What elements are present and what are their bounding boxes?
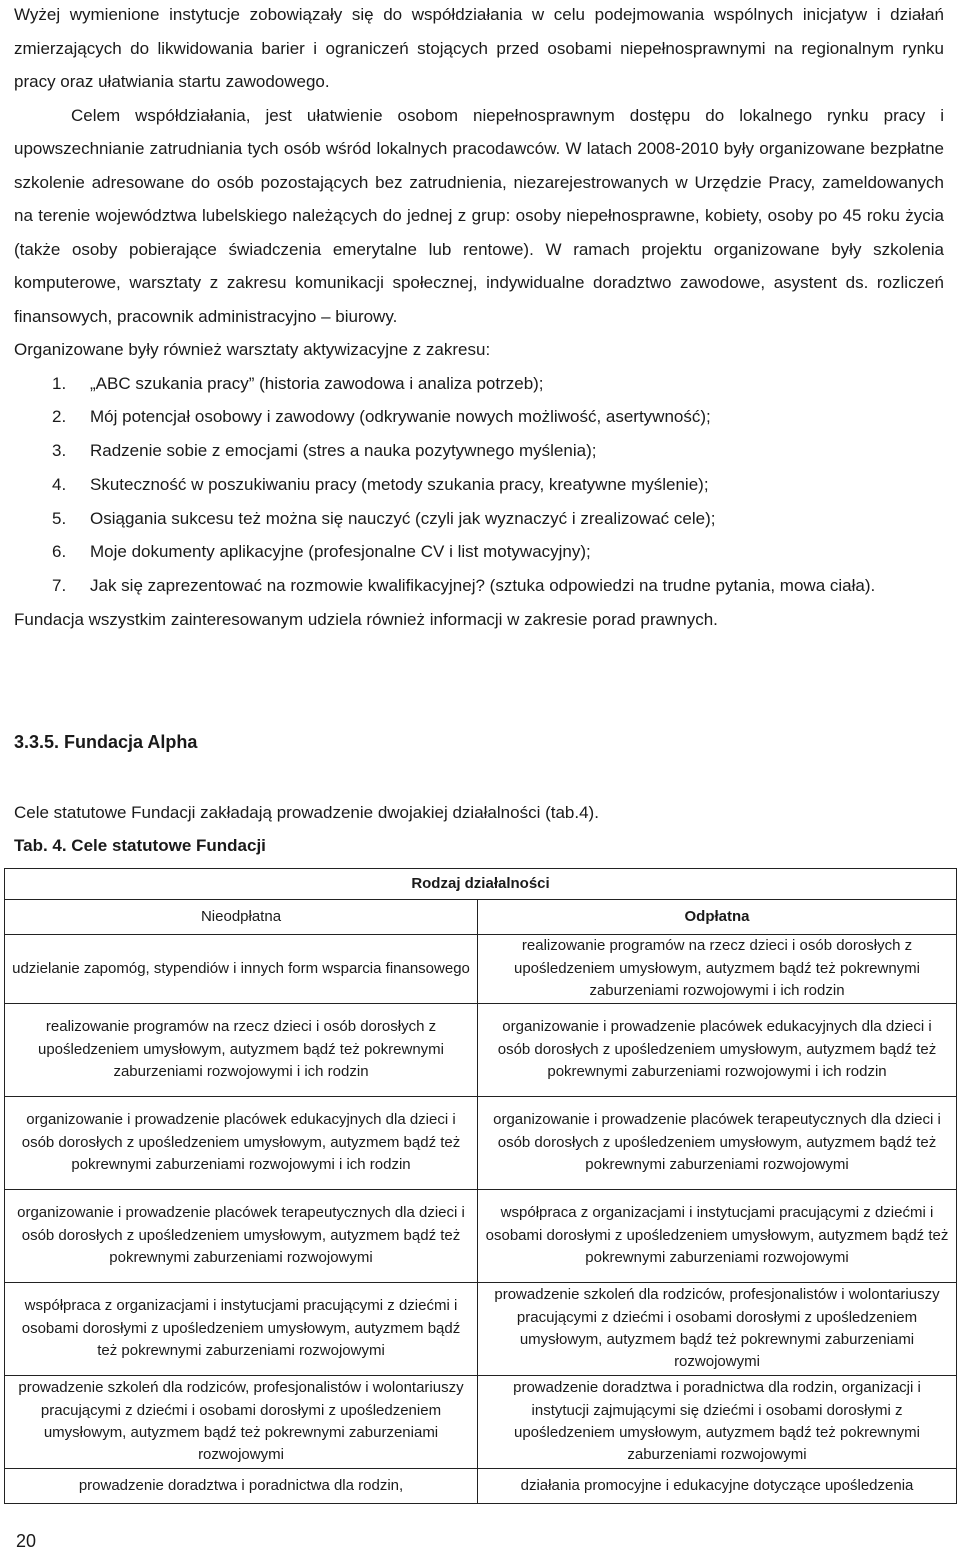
workshop-list xyxy=(14,367,944,604)
table-cell-paid: prowadzenie szkoleń dla rodziców, profesjonalistów i wolontariuszy pracującymi z dziećmi i osobami dorosłymi z upośledzeniem umysłowym, autyzmem bądź też pokrewnymi zaburzeniami rozwojowymi xyxy=(478,1283,957,1376)
paragraph-workshops-intro: Organizowane były również warsztaty aktywizacyjne z zakresu: xyxy=(14,340,491,359)
table-cell-free: organizowanie i prowadzenie placówek edukacyjnych dla dzieci i osób dorosłych z upośledzeniem umysłowym, autyzmem bądź też pokrewnymi zaburzeniami rozwojowymi i ich rodzin xyxy=(5,1097,478,1190)
list-item: 3. Radzenie sobie z emocjami (stres a nauka pozytywnego myślenia); xyxy=(52,441,597,461)
table-cell-paid: współpraca z organizacjami i instytucjami pracującymi z dziećmi i osobami dorosłymi z upośledzeniem umysłowym, autyzmem bądź też pokrewnymi zaburzeniami rozwojowymi xyxy=(478,1190,957,1283)
table-cell-free: realizowanie programów na rzecz dzieci i osób dorosłych z upośledzeniem umysłowym, autyzmem bądź też pokrewnymi zaburzeniami rozwojowymi i ich rodzin xyxy=(5,1004,478,1097)
page-number: 20 xyxy=(16,1531,37,1551)
table-cell-paid: organizowanie i prowadzenie placówek edukacyjnych dla dzieci i osób dorosłych z upośledzeniem umysłowym, autyzmem bądź też pokrewnymi zaburzeniami rozwojowymi i ich rodzin xyxy=(478,1004,957,1097)
table-header: Rodzaj działalności xyxy=(5,869,957,900)
table-cell-free: współpraca z organizacjami i instytucjami pracującymi z dziećmi i osobami dorosłymi z upośledzeniem umysłowym, autyzmem bądź też pokrewnymi zaburzeniami rozwojowymi xyxy=(5,1283,478,1376)
table-cell-paid: organizowanie i prowadzenie placówek terapeutycznych dla dzieci i osób dorosłych z upośledzeniem umysłowym, autyzmem bądź też pokrewnymi zaburzeniami rozwojowymi xyxy=(478,1097,957,1190)
table-cell-paid: działania promocyjne i edukacyjne dotyczące upośledzenia xyxy=(478,1469,957,1504)
paragraph-cooperation: Celem współdziałania, jest ułatwienie osobom niepełnosprawnym dostępu do lokalnego rynku pracy i upowszechnianie zatrudniania tych osób wśród lokalnych pracodawców. W latach 2008-2010 były organizowane bezpłatne szkolenie adresowane do osób pozostających bez zatrudnienia, niezarejestrowanych w Urzędzie Pracy, zameldowanych na terenie województwa lubelskiego należących do jednej z grup: osoby niepełnosprawne, kobiety, osoby po 45 roku życia (także osoby pobierające świadczenia emerytalne lub rentowe). W ramach projektu organizowane były szkolenia komputerowe, warsztaty z zakresu komunikacji społecznej, indywidualne doradztwo zawodowe, asystent ds. rozliczeń finansowych, pracownik administracyjno – biurowy. xyxy=(14,105,944,326)
table-cell-paid: prowadzenie doradztwa i poradnictwa dla rodzin, organizacji i instytucji zajmującymi się dziećmi i osobami dorosłymi z upośledzeniem umysłowym, autyzmem bądź też pokrewnymi zaburzeniami rozwojowymi xyxy=(478,1376,957,1469)
table-caption: Tab. 4. Cele statutowe Fundacji xyxy=(14,836,266,855)
table-cell-paid: realizowanie programów na rzecz dzieci i osób dorosłych z upośledzeniem umysłowym, autyzmem bądź też pokrewnymi zaburzeniami rozwojowymi i ich rodzin xyxy=(478,935,957,1004)
paragraph-legal-advice: Fundacja wszystkim zainteresowanym udziela również informacji w zakresie porad prawnych. xyxy=(14,610,718,630)
table-cell-free: prowadzenie doradztwa i poradnictwa dla rodzin, xyxy=(5,1469,478,1504)
list-item: 7. Jak się zaprezentować na rozmowie kwalifikacyjnej? (sztuka odpowiedzi na trudne pytania, mowa ciała). xyxy=(52,576,876,596)
list-item: 5. Osiągania sukcesu też można się nauczyć (czyli jak wyznaczyć i zrealizować cele); xyxy=(52,508,716,528)
list-item: 4. Skuteczność w poszukiwaniu pracy (metody szukania pracy, kreatywne myślenie); xyxy=(52,474,709,494)
section-intro: Cele statutowe Fundacji zakładają prowadzenie dwojakiej działalności (tab.4). xyxy=(14,803,599,822)
list-item: 6. Moje dokumenty aplikacyjne (profesjonalne CV i list motywacyjny); xyxy=(52,542,591,562)
table-cell-free: udzielanie zapomóg, stypendiów i innych form wsparcia finansowego xyxy=(5,935,478,1004)
col-header-free: Nieodpłatna xyxy=(5,900,478,935)
statutory-goals-table xyxy=(4,868,957,1504)
document-page xyxy=(14,0,944,637)
section-heading: 3.3.5. Fundacja Alpha xyxy=(14,732,198,752)
col-header-paid: Odpłatna xyxy=(478,900,957,935)
list-item: 2. Mój potencjał osobowy i zawodowy (odkrywanie nowych możliwość, asertywność); xyxy=(52,407,711,427)
paragraph-intro: Wyżej wymienione instytucje zobowiązały się do współdziałania w celu podejmowania wspólnych inicjatyw i działań zmierzających do likwidowania barier i ograniczeń stojących przed osobami niepełnosprawnymi na regionalnym rynku pracy oraz ułatwiania startu zawodowego. xyxy=(14,5,944,91)
list-item: 1. „ABC szukania pracy” (historia zawodowa i analiza potrzeb); xyxy=(52,373,544,393)
table-cell-free: organizowanie i prowadzenie placówek terapeutycznych dla dzieci i osób dorosłych z upośledzeniem umysłowym, autyzmem bądź też pokrewnymi zaburzeniami rozwojowymi xyxy=(5,1190,478,1283)
table-cell-free: prowadzenie szkoleń dla rodziców, profesjonalistów i wolontariuszy pracującymi z dziećmi i osobami dorosłymi z upośledzeniem umysłowym, autyzmem bądź też pokrewnymi zaburzeniami rozwojowymi xyxy=(5,1376,478,1469)
